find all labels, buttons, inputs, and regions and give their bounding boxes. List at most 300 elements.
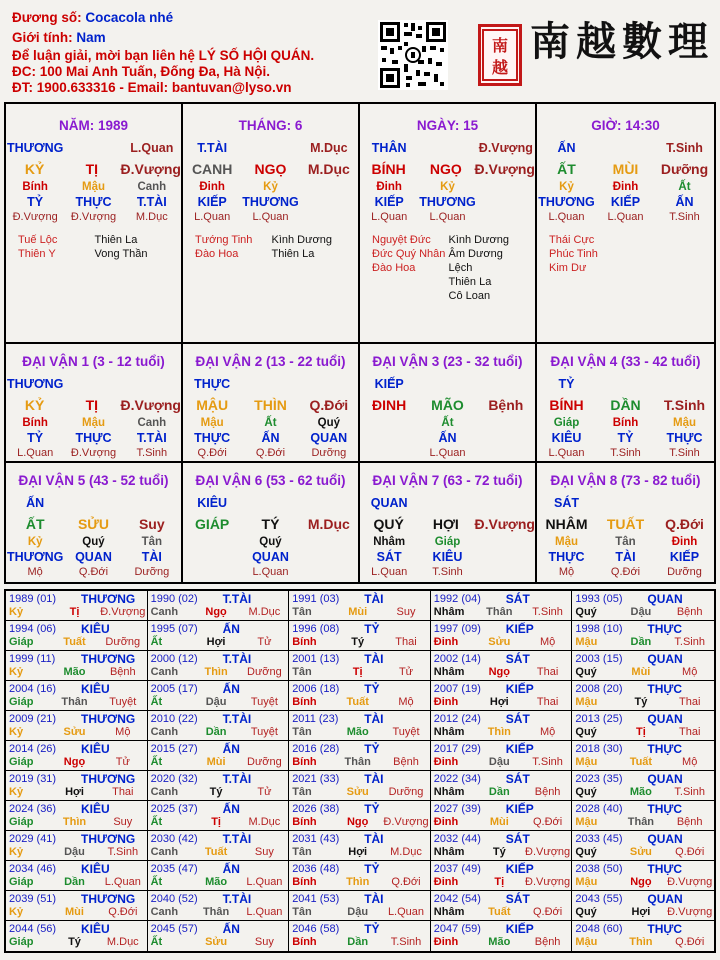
cell-text: T.Sinh — [432, 566, 463, 578]
year-line — [289, 816, 430, 828]
year-line — [572, 846, 714, 858]
dai-van-5[interactable] — [6, 463, 183, 582]
year-branch: Thìn — [62, 816, 87, 828]
star-bad: Cô Loan — [448, 290, 491, 302]
star-good: Thiên Y — [18, 248, 56, 260]
cell-text: Đ.Vượng — [70, 211, 117, 223]
year-stem: Nhâm — [433, 906, 465, 918]
cell-text: SÁT — [376, 550, 402, 564]
dai-van-7[interactable] — [360, 463, 537, 582]
year-label: 2014 (26) — [9, 743, 57, 755]
year-star: ẤN — [222, 682, 240, 696]
dai-van-4[interactable] — [537, 344, 714, 463]
cell-row — [537, 493, 714, 513]
year-line — [431, 666, 572, 678]
cell-text: THƯƠNG — [6, 377, 64, 391]
year-cell[interactable] — [289, 621, 431, 651]
year-cell[interactable] — [431, 861, 573, 891]
year-cell[interactable] — [431, 621, 573, 651]
year-cell[interactable] — [289, 651, 431, 681]
year-branch: Sửu — [629, 846, 652, 858]
year-cell[interactable] — [148, 711, 290, 741]
year-line — [431, 606, 572, 618]
cell-text — [360, 431, 418, 446]
year-cell[interactable] — [148, 741, 290, 771]
year-cell[interactable] — [572, 801, 714, 831]
year-line — [431, 786, 572, 798]
pillar-2 — [360, 104, 537, 342]
year-cell[interactable] — [572, 711, 714, 741]
year-star: QUAN — [647, 712, 683, 726]
cell-text: Đ.Vượng — [474, 516, 535, 532]
year-label: 2011 (23) — [292, 713, 339, 725]
year-cell[interactable] — [148, 891, 290, 921]
year-star: ẤN — [222, 622, 240, 636]
year-cell[interactable] — [572, 651, 714, 681]
year-cell[interactable] — [431, 891, 573, 921]
year-label: 1995 (07) — [150, 623, 198, 635]
year-branch: Tị — [494, 876, 505, 888]
year-line — [289, 666, 430, 678]
year-label: 2007 (19) — [433, 683, 481, 695]
year-line — [431, 636, 572, 648]
cell-text — [64, 374, 122, 394]
cell-text: T.Sinh — [663, 397, 706, 413]
star-bad: Kình Dương — [271, 234, 332, 246]
year-label: 2006 (18) — [292, 683, 340, 695]
year-cell[interactable] — [148, 651, 290, 681]
year-cell[interactable] — [6, 771, 148, 801]
year-branch: Thìn — [487, 726, 511, 738]
year-cell[interactable] — [6, 711, 148, 741]
year-star: T.TÀI — [222, 712, 252, 726]
cell-text: BÍNH — [549, 397, 584, 413]
cell-text: THƯƠNG — [419, 195, 476, 209]
cell-row — [6, 180, 181, 195]
cell-text: THỰC — [194, 377, 231, 391]
cell-row — [360, 431, 535, 446]
cell-text: L.Quan — [607, 211, 644, 223]
year-phase: Đ.Vượng — [667, 906, 713, 918]
year-cell[interactable] — [148, 921, 290, 951]
cell-text: Đinh — [199, 181, 225, 193]
year-cell[interactable] — [289, 801, 431, 831]
year-star: TÀI — [364, 592, 384, 606]
year-stem: Canh — [150, 726, 179, 738]
year-cell[interactable] — [289, 861, 431, 891]
year-cell[interactable] — [289, 891, 431, 921]
cell-text: TÀI — [615, 550, 636, 564]
cell-text — [596, 493, 655, 513]
year-phase: Tuyệt — [250, 696, 278, 708]
year-cell[interactable] — [572, 591, 714, 621]
year-phase: Mộ — [115, 726, 131, 738]
year-phase: T.Sinh — [674, 636, 705, 648]
year-star: SÁT — [505, 712, 530, 726]
year-cell[interactable] — [431, 651, 573, 681]
year-cell[interactable] — [6, 741, 148, 771]
year-stem: Kỷ — [9, 786, 24, 798]
year-cell[interactable] — [572, 621, 714, 651]
year-stem: Ất — [150, 936, 163, 948]
cell-text: Đ.Vượng — [474, 161, 535, 177]
year-star: THƯƠNG — [81, 592, 136, 606]
year-cell[interactable] — [6, 861, 148, 891]
year-cell[interactable] — [148, 861, 290, 891]
cell-text: THƯƠNG — [242, 195, 299, 209]
cell-text: SÁT — [554, 496, 579, 510]
star-bad: Thiên La — [94, 234, 138, 246]
year-cell[interactable] — [289, 771, 431, 801]
year-branch: Tý — [351, 636, 365, 648]
year-cell[interactable] — [6, 651, 148, 681]
cell-text: NHÂM — [545, 516, 588, 532]
dai-van-2[interactable] — [183, 344, 360, 463]
year-star: THỰC — [647, 742, 683, 756]
year-label: 1994 (06) — [9, 623, 57, 635]
cell-text: ẤT — [25, 516, 45, 532]
cell-row — [6, 565, 181, 580]
year-label: 2026 (38) — [292, 803, 340, 815]
year-branch: Tị — [636, 726, 646, 738]
year-cell[interactable] — [6, 591, 148, 621]
year-stem: Nhâm — [433, 846, 465, 858]
dai-van-grid — [6, 344, 714, 582]
year-branch: Mão — [63, 666, 86, 678]
cell-text — [360, 416, 418, 431]
year-branch: Hợi — [65, 786, 84, 798]
dai-van-6[interactable] — [183, 463, 360, 582]
cell-text: HỢI — [432, 516, 459, 532]
year-branch: Dần — [347, 936, 369, 948]
year-stem: Ất — [150, 696, 163, 708]
cell-row — [183, 446, 358, 461]
year-star: THỰC — [647, 922, 683, 936]
year-line — [289, 906, 430, 918]
cell-row — [183, 550, 358, 565]
year-phase: T.Sinh — [107, 846, 139, 858]
year-cell[interactable] — [289, 741, 431, 771]
year-stem: Nhâm — [433, 726, 465, 738]
year-label: 1991 (03) — [292, 593, 340, 605]
cell-text: KỶ — [24, 397, 45, 413]
cell-text: Tân — [615, 536, 636, 548]
year-cell[interactable] — [572, 861, 714, 891]
cell-row — [6, 431, 181, 446]
brand-seal-logo — [478, 24, 522, 86]
year-line — [289, 846, 430, 858]
year-cell[interactable] — [6, 831, 148, 861]
year-cell[interactable] — [6, 801, 148, 831]
year-cell[interactable] — [431, 921, 573, 951]
cell-row — [537, 416, 714, 431]
year-stem: Canh — [150, 666, 179, 678]
cell-row — [6, 195, 181, 210]
cell-text: MẬU — [196, 397, 229, 413]
cell-row — [6, 535, 181, 550]
year-star: ẤN — [222, 922, 240, 936]
year-stem: Canh — [150, 786, 179, 798]
year-label: 2035 (47) — [150, 863, 198, 875]
year-branch: Sửu — [205, 936, 228, 948]
cell-text: TỶ — [558, 377, 575, 391]
cell-text — [477, 374, 535, 394]
year-branch: Tuất — [629, 756, 653, 768]
cell-text: KIẾP — [610, 195, 641, 209]
year-phase: Suy — [396, 606, 416, 618]
year-phase: Dưỡng — [247, 666, 282, 678]
pillar-title: THÁNG: 6 — [238, 118, 303, 133]
year-phase: Thai — [112, 786, 134, 798]
year-branch: Hợi — [348, 846, 368, 858]
year-branch: Mão — [488, 936, 511, 948]
year-line — [431, 846, 572, 858]
cell-row — [183, 513, 358, 535]
year-star: ẤN — [222, 742, 240, 756]
year-line — [572, 936, 714, 948]
year-line — [6, 906, 147, 918]
year-line — [148, 606, 289, 618]
cell-text: Quý — [82, 536, 105, 548]
year-line — [572, 816, 714, 828]
dai-van-8[interactable] — [537, 463, 714, 582]
year-cell[interactable] — [289, 831, 431, 861]
year-stem: Kỷ — [9, 906, 24, 918]
year-stem: Đinh — [433, 756, 459, 768]
year-phase: Thai — [678, 696, 701, 708]
cell-text — [418, 138, 476, 158]
cell-text: QUAN — [310, 431, 348, 445]
year-label: 2028 (40) — [575, 803, 623, 815]
year-branch: Tị — [69, 606, 80, 618]
year-line — [148, 756, 289, 768]
cell-text: T.Sinh — [610, 447, 641, 459]
year-line — [289, 936, 430, 948]
year-line — [572, 696, 714, 708]
year-line — [572, 606, 714, 618]
year-star: SÁT — [505, 772, 530, 786]
year-line — [148, 906, 289, 918]
cell-row — [537, 210, 714, 225]
dai-van-1[interactable] — [6, 344, 183, 463]
year-phase: Thai — [536, 666, 559, 678]
year-label: 2021 (33) — [292, 773, 340, 785]
cell-text: KIẾP — [374, 195, 404, 209]
year-line — [431, 906, 572, 918]
year-star: TÀI — [364, 712, 384, 726]
year-stem: Kỷ — [9, 666, 24, 678]
cell-text — [64, 493, 122, 513]
year-cell[interactable] — [572, 771, 714, 801]
year-branch: Dần — [205, 726, 227, 738]
year-line — [289, 726, 430, 738]
year-stem: Đinh — [433, 696, 459, 708]
year-line — [148, 666, 289, 678]
year-label: 2040 (52) — [150, 893, 198, 905]
year-line — [148, 816, 289, 828]
year-cell[interactable] — [148, 591, 290, 621]
cell-text: Mậu — [555, 536, 578, 548]
cell-text: MÃO — [431, 397, 464, 413]
year-cell[interactable] — [431, 681, 573, 711]
year-label: 2010 (22) — [150, 713, 198, 725]
year-line — [6, 696, 147, 708]
cell-text — [300, 550, 358, 565]
year-label: 2045 (57) — [150, 923, 198, 935]
year-line — [572, 666, 714, 678]
year-line — [572, 636, 714, 648]
year-line — [6, 936, 147, 948]
year-cell[interactable] — [431, 711, 573, 741]
year-label: 2033 (45) — [575, 833, 623, 845]
cell-text: Bính — [22, 417, 48, 429]
year-label: 2001 (13) — [292, 653, 340, 665]
year-star: THƯƠNG — [81, 652, 136, 666]
year-label: 2030 (42) — [150, 833, 198, 845]
cell-text — [477, 550, 535, 565]
year-cell[interactable] — [289, 711, 431, 741]
dai-van-title: ĐẠI VẬN 6 (53 - 62 tuổi) — [195, 473, 346, 488]
dai-van-title: ĐẠI VẬN 7 (63 - 72 tuổi) — [372, 473, 523, 488]
cell-text: Tân — [141, 536, 163, 548]
cell-text: Kỷ — [263, 181, 278, 193]
year-cell[interactable] — [289, 681, 431, 711]
cell-text: Q.Đới — [665, 516, 704, 532]
year-branch: Tị — [352, 666, 363, 678]
year-cell[interactable] — [572, 921, 714, 951]
year-line — [6, 756, 147, 768]
year-cell[interactable] — [148, 771, 290, 801]
year-label: 1998 (10) — [575, 623, 623, 635]
year-label: 2024 (36) — [9, 803, 57, 815]
cell-text: T.Sinh — [669, 447, 700, 459]
year-cell[interactable] — [289, 921, 431, 951]
year-cell[interactable] — [148, 801, 290, 831]
cell-row — [360, 416, 535, 431]
cell-text: QUAN — [252, 550, 289, 564]
year-star: KIẾP — [505, 742, 534, 756]
year-phase: T.Sinh — [532, 756, 563, 768]
cell-row — [537, 431, 714, 446]
year-stem: Quý — [575, 726, 597, 738]
cell-text: THƯƠNG — [538, 195, 595, 209]
dai-van-3[interactable] — [360, 344, 537, 463]
year-branch: Dần — [64, 876, 85, 888]
year-star: T.TÀI — [222, 592, 252, 606]
cell-text: Bệnh — [488, 397, 524, 413]
year-star: SÁT — [505, 652, 530, 666]
year-cell[interactable] — [431, 771, 573, 801]
year-stem: Nhâm — [433, 666, 465, 678]
cell-row — [360, 535, 535, 550]
year-phase: Dưỡng — [247, 756, 282, 768]
year-cell[interactable] — [572, 831, 714, 861]
year-cell[interactable] — [6, 621, 148, 651]
year-cell[interactable] — [572, 681, 714, 711]
dai-van-title: ĐẠI VẬN 8 (73 - 82 tuổi) — [550, 473, 701, 488]
year-cell[interactable] — [148, 831, 290, 861]
year-cell[interactable] — [148, 681, 290, 711]
cell-row — [6, 158, 181, 180]
cell-text: KIÊU — [197, 496, 228, 510]
year-cell[interactable] — [289, 591, 431, 621]
year-phase: Bệnh — [676, 816, 703, 828]
cell-text — [596, 374, 655, 394]
year-line — [289, 606, 430, 618]
year-phase: Suy — [254, 936, 274, 948]
cell-text: Kỷ — [440, 181, 455, 193]
year-cell[interactable] — [431, 831, 573, 861]
cell-text: TỶ — [27, 431, 44, 445]
year-cell[interactable] — [6, 921, 148, 951]
cell-text: Mậu — [673, 417, 696, 429]
year-cell[interactable] — [6, 681, 148, 711]
star-bad: Kình Dương — [448, 234, 509, 246]
year-cell[interactable] — [431, 741, 573, 771]
year-cell[interactable] — [6, 891, 148, 921]
star-good: Tuế Lộc — [18, 234, 58, 246]
pillar-title: NĂM: 1989 — [58, 118, 129, 133]
cell-text: L.Quan — [548, 211, 585, 223]
cell-text — [241, 138, 299, 158]
year-label: 2039 (51) — [9, 893, 57, 905]
cell-text: KIÊU — [432, 550, 463, 564]
dai-van-title: ĐẠI VẬN 3 (23 - 32 tuổi) — [372, 354, 523, 369]
year-star: THƯƠNG — [81, 832, 136, 846]
cell-text: ĐINH — [372, 397, 407, 413]
year-branch: Dậu — [64, 846, 85, 858]
year-line — [6, 726, 147, 738]
pillar-stars — [6, 225, 181, 261]
year-cell[interactable] — [572, 891, 714, 921]
year-cell[interactable] — [431, 591, 573, 621]
cell-text: Quý — [317, 417, 340, 429]
cell-text: Q.Đới — [309, 397, 349, 413]
year-stem: Canh — [150, 606, 179, 618]
year-branch: Dậu — [347, 906, 369, 918]
cell-row — [183, 493, 358, 513]
cell-text: Mậu — [81, 417, 105, 429]
year-phase: Suy — [254, 846, 274, 858]
year-cell[interactable] — [572, 741, 714, 771]
year-phase: Suy — [113, 816, 133, 828]
qr-code-icon[interactable] — [378, 20, 448, 90]
year-cell[interactable] — [431, 801, 573, 831]
year-branch: Mùi — [631, 666, 651, 678]
year-branch: Thìn — [346, 876, 370, 888]
year-label: 2009 (21) — [9, 713, 57, 725]
year-label: 2023 (35) — [575, 773, 623, 785]
year-phase: Mộ — [682, 666, 698, 678]
cell-text: Q.Đới — [78, 566, 109, 578]
year-stem: Kỷ — [9, 606, 24, 618]
cell-text: Dưỡng — [667, 566, 702, 578]
cell-row — [183, 416, 358, 431]
year-star: QUAN — [647, 592, 683, 606]
cell-text: KỶ — [24, 161, 45, 177]
year-stem: Bính — [292, 636, 317, 648]
year-line — [6, 786, 147, 798]
year-branch: Dậu — [205, 696, 227, 708]
year-cell[interactable] — [148, 621, 290, 651]
cell-row — [537, 394, 714, 416]
year-line — [431, 876, 572, 888]
cell-text — [477, 195, 535, 210]
year-line — [148, 876, 289, 888]
cell-text: MÙI — [612, 161, 639, 177]
year-stem: Mậu — [575, 816, 598, 828]
year-star: SÁT — [505, 892, 530, 906]
